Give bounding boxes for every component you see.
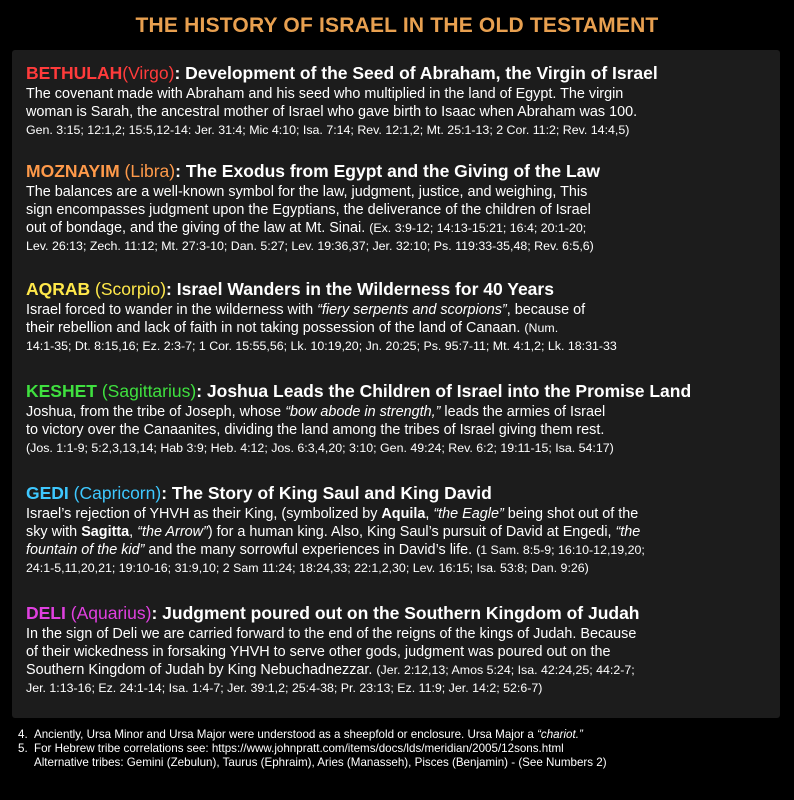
sign-name: (Scorpio) [95,279,167,299]
body-line [26,219,774,237]
constellation-name: Aquila [381,506,426,522]
section-keshet [26,380,774,457]
content-panel [12,50,780,718]
section-heading [26,380,774,402]
section-deli [26,602,774,697]
section-topic: The Exodus from Egypt and the Giving of the Law [180,161,601,181]
footnotes [18,728,778,770]
scripture-refs: 24:1-5,11,20,21; 19:10-16; 31:9,10; 2 Sam 11:24; 18:24,33; 22:1,2,30; Lev. 16:15; Isa. 53:8; Dan. 9:26) [26,561,589,575]
constellation-name: Sagitta [81,524,130,540]
body-text: sky with [26,524,82,540]
hebrew-name: BETHULAH [26,63,123,83]
body-line [26,505,774,523]
body-line: sign encompasses judgment upon the Egyptians, the deliverance of the children of Israel [26,202,591,218]
section-heading [26,278,774,300]
heading-colon: : [161,483,168,503]
hebrew-name: MOZNAYIM [26,161,120,181]
section-heading [26,602,774,624]
quoted-phrase: “fiery serpents and scorpions” [317,302,507,318]
quoted-phrase: fountain of the kid” [26,542,145,558]
body-text: Israel’s rejection of YHVH as their King, (symbolized by [26,506,382,522]
body-line: woman is Sarah, the ancestral mother of Israel who gave birth to Isaac when Abraham was 100. [26,104,638,120]
quoted-phrase: “the Arrow” [137,524,208,540]
body-line: of their wickedness in forsaking YHVH to serve other gods, judgment was poured out on the [26,644,611,660]
section-topic: The Story of King Saul and King David [167,483,492,503]
scripture-refs: Jer. 1:13-16; Ez. 24:1-14; Isa. 1:4-7; Jer. 39:1,2; 25:4-38; Pr. 23:13; Ez. 11:9; Jer. 14:2; 52:6-7) [26,681,543,695]
body-text: Israel forced to wander in the wilderness with [26,302,318,318]
section-body [26,625,774,697]
footnote-text: Anciently, Ursa Minor and Ursa Major were understood as a sheepfold or enclosure. Ursa Major a [34,728,538,741]
heading-colon: : [175,161,181,181]
scripture-refs: Lev. 26:13; Zech. 11:12; Mt. 27:3-10; Dan. 5:27; Lev. 19:36,37; Jer. 32:10; Ps. 119:33-35,48; Rev. 6:5,6) [26,239,594,253]
body-line: The balances are a well-known symbol for the law, judgment, justice, and weighing, This [26,184,588,200]
body-line: In the sign of Deli we are carried forward to the end of the reigns of the kings of Judah. Because [26,626,637,642]
footnote-number: 5. [18,742,28,755]
scripture-refs: (1 Sam. 8:5-9; 16:10-12,19,20; [476,543,645,557]
section-bethulah [26,62,774,139]
heading-colon: : [196,381,203,401]
body-line [26,541,774,559]
heading-colon: : [151,603,158,623]
section-body [26,301,774,355]
scripture-refs: (Jer. 2:12,13; Amos 5:24; Isa. 42:24,25; 44:2-7; [376,663,635,677]
scripture-refs: (Num. [524,321,559,335]
section-topic: Development of the Seed of Abraham, the Virgin of Israel [180,63,658,83]
page-title: THE HISTORY OF ISRAEL IN THE OLD TESTAMENT [135,14,659,37]
body-line [26,319,774,337]
quoted-phrase: “bow abode in strength,” [285,404,441,420]
section-topic: Israel Wanders in the Wilderness for 40 Years [171,279,554,299]
sign-name: (Libra) [124,161,176,181]
section-gedi [26,482,774,577]
footnote-5 [18,742,778,756]
sign-name: (Virgo) [122,63,175,83]
footnote-number: 4. [18,728,28,741]
body-text: their rebellion and lack of faith in not taking possession of the land of Canaan. [26,320,525,336]
hebrew-name: GEDI [26,483,69,503]
scripture-refs: 14:1-35; Dt. 8:15,16; Ez. 2:3-7; 1 Cor. 15:55,56; Lk. 10:19,20; Jn. 20:25; Ps. 95:7-11; Mt. 4:1,2; Lk. 18:31-33 [26,339,617,353]
section-topic: Judgment poured out on the Southern Kingdom of Judah [157,603,640,623]
body-line: to victory over the Canaanites, dividing the land among the tribes of Israel giving them rest. [26,422,605,438]
footnote-5-continued: Alternative tribes: Gemini (Zebulun), Taurus (Ephraim), Aries (Manasseh), Pisces (Benjamin) - (See Numbers 2) [34,756,607,769]
section-body [26,183,774,255]
body-line: The covenant made with Abraham and his seed who multiplied in the land of Egypt. The virgin [26,86,624,102]
body-text: Joshua, from the tribe of Joseph, whose [26,404,286,420]
body-text: and the many sorrowful experiences in David’s life. [144,542,477,558]
section-heading [26,62,774,84]
section-body [26,505,774,577]
body-text: Southern Kingdom of Judah by King Nebuchadnezzar. [26,662,377,678]
section-topic: Joshua Leads the Children of Israel into the Promise Land [202,381,692,401]
quoted-phrase: “chariot.” [537,728,583,741]
section-body [26,403,774,457]
hebrew-name: AQRAB [26,279,91,299]
body-line [26,403,774,421]
section-heading [26,160,774,182]
body-text: ) for a human king. Also, King Saul’s pursuit of David at Engedi, [207,524,616,540]
hebrew-name: DELI [26,603,66,623]
body-line [26,301,774,319]
scripture-refs: (Jos. 1:1-9; 5:2,3,13,14; Hab 3:9; Heb. 4:12; Jos. 6:3,4,20; 3:10; Gen. 49:24; Rev. 6:2; 19:11-15; Isa. 54:17) [26,441,614,455]
body-line [26,523,774,541]
body-text: , because of [506,302,586,318]
section-body [26,85,774,139]
section-moznayim [26,160,774,255]
sign-name: (Aquarius) [70,603,152,623]
sign-name: (Sagittarius) [101,381,197,401]
quoted-phrase: “the [615,524,641,540]
body-text: , [129,524,138,540]
body-text: , [425,506,434,522]
body-text: being shot out of the [503,506,639,522]
scripture-refs: (Ex. 3:9-12; 14:13-15:21; 16:4; 20:1-20; [369,221,587,235]
section-aqrab [26,278,774,355]
body-line [26,661,774,679]
footnote-text: For Hebrew tribe correlations see: https://www.johnpratt.com/items/docs/lds/meridian/2005/12sons.html [34,742,564,755]
quoted-phrase: “the Eagle” [433,506,504,522]
heading-colon: : [174,63,181,83]
section-heading [26,482,774,504]
body-text: out of bondage, and the giving of the law at Mt. Sinai. [26,220,370,236]
footnote-4 [18,728,778,742]
scripture-refs: Gen. 3:15; 12:1,2; 15:5,12-14: Jer. 31:4; Mic 4:10; Isa. 7:14; Rev. 12:1,2; Mt. 25:1-13; 2 Cor. 11:2; Rev. 14:4,5) [26,123,630,137]
hebrew-name: KESHET [26,381,97,401]
heading-colon: : [166,279,172,299]
sign-name: (Capricorn) [73,483,162,503]
body-text: leads the armies of Israel [440,404,606,420]
